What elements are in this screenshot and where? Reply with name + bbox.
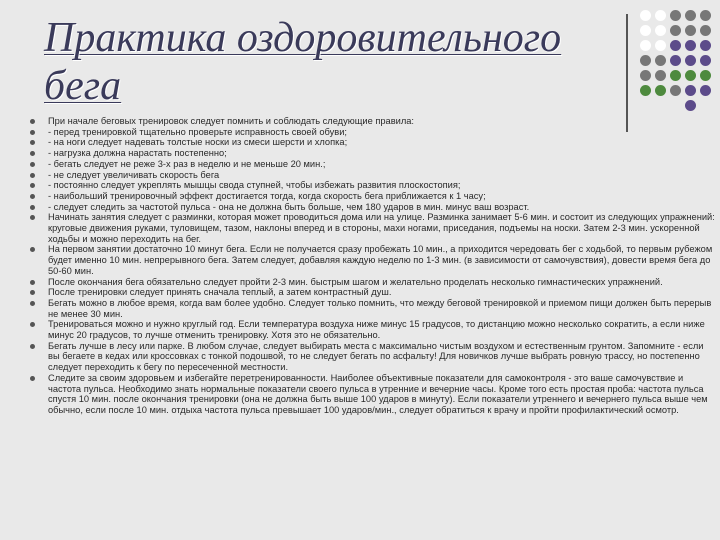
decor-dot — [670, 25, 681, 36]
list-item — [30, 341, 716, 373]
list-item — [30, 127, 716, 138]
decor-dot — [655, 85, 666, 96]
bullet-icon — [30, 183, 35, 188]
decor-dot — [670, 85, 681, 96]
list-item-text: Тренироваться можно и нужно круглый год. Если температура воздуха ниже минус 15 градусов, то дистанцию можно несколько сократить, а если ниже минус 20 градусов, то лучше отменить тренировку. Хотя это не обязательно. — [48, 319, 705, 341]
decor-dot — [685, 85, 696, 96]
list-item — [30, 180, 716, 191]
bullet-icon — [30, 247, 35, 252]
list-item — [30, 244, 716, 276]
list-item-text: Следите за своим здоровьем и избегайте перетренированности. Наиболее объективные показатели для самоконтроля - это ваше самочувствие и частота пульса. Необходимо знать нормальные показатели своего пульса в утренние и вечерние часы. Кроме того есть простая проба: частота пульса спустя 10 мин. после окончания тренировки (она не должна быть выше 100 ударов в минуту). Если показатели утреннего и вечернего пульса выше чем обычно, если после 10 мин. отдыха частота пульса превышает 100 ударов/мин., следует обратиться к врачу и пройти профилактический осмотр. — [48, 372, 708, 415]
bullet-icon — [30, 376, 35, 381]
rules-content — [30, 116, 716, 416]
list-item — [30, 298, 716, 319]
slide-title-line1: Практика оздоровительного — [44, 15, 562, 61]
decor-dot — [640, 85, 651, 96]
list-item — [30, 277, 716, 288]
bullet-icon — [30, 140, 35, 145]
bullet-icon — [30, 194, 35, 199]
slide-title-line2: бега — [44, 63, 122, 109]
decor-dot — [670, 40, 681, 51]
bullet-icon — [30, 301, 35, 306]
bullet-icon — [30, 151, 35, 156]
list-item-text: - следует следить за частотой пульса - она не должна быть больше, чем 180 ударов в мин. минус ваш возраст. — [48, 201, 530, 212]
decor-dot — [700, 40, 711, 51]
list-item — [30, 191, 716, 202]
decor-dot — [670, 70, 681, 81]
list-item — [30, 287, 716, 298]
list-item — [30, 319, 716, 340]
bullet-icon — [30, 173, 35, 178]
bullet-icon — [30, 162, 35, 167]
bullet-icon — [30, 130, 35, 135]
decor-dot — [685, 10, 696, 21]
decor-dot — [700, 25, 711, 36]
list-item-text: - на ноги следует надевать толстые носки из смеси шерсти и хлопка; — [48, 137, 348, 148]
decor-dot — [670, 55, 681, 66]
list-item-text: При начале беговых тренировок следует помнить и соблюдать следующие правила: — [48, 116, 415, 126]
rules-list — [30, 116, 716, 416]
list-item — [30, 202, 716, 213]
decor-dot — [700, 55, 711, 66]
list-item-text: Бегать можно в любое время, когда вам более удобно. Следует только помнить, что между беговой тренировкой и приемом пищи должен быть перерыв не менее 30 мин. — [48, 297, 712, 319]
decor-dot — [685, 40, 696, 51]
bullet-icon — [30, 215, 35, 220]
decor-dot — [685, 55, 696, 66]
decor-dot — [655, 25, 666, 36]
bullet-icon — [30, 205, 35, 210]
decor-dot — [685, 70, 696, 81]
list-item-text: - наибольший тренировочный эффект достигается тогда, когда скорость бега приближается к 1 часу; — [48, 190, 486, 201]
bullet-icon — [30, 322, 35, 327]
list-item-text: - не следует увеличивать скорость бега — [48, 169, 220, 180]
list-item-text: На первом занятии достаточно 10 минут бега. Если не получается сразу пробежать 10 мин., а приходится чередовать бег с ходьбой, то первым рубежом будет именно 10 мин. непрерывного бега. Затем следует, добавляя каждую неделю по 1-3 мин. (в зависимости от самочувствия), довести время бега до 50-60 мин. — [48, 244, 713, 276]
decor-dot — [670, 10, 681, 21]
list-item — [30, 137, 716, 148]
list-item — [30, 212, 716, 244]
decor-dot — [640, 55, 651, 66]
list-item-text: - перед тренировкой тщательно проверьте исправность своей обуви; — [48, 126, 348, 137]
decor-dot — [640, 10, 651, 21]
list-item — [30, 116, 716, 127]
list-item — [30, 159, 716, 170]
decor-dot — [700, 10, 711, 21]
list-item-text: Начинать занятия следует с разминки, которая может проводиться дома или на улице. Разминка занимает 5-6 мин. и состоит из следующих упражнений: круговые движения руками, туловищем, тазом, наклоны вперед и в стороны, махи ногами, приседания, подъемы на носки. Затем 2-3 мин. ускоренной ходьбы и можно переходить на бег. — [48, 212, 715, 244]
decorative-dot-grid — [640, 10, 720, 120]
decor-dot — [640, 70, 651, 81]
list-item-text: - постоянно следует укреплять мышцы свода ступней, чтобы избежать развития плоскостопия; — [48, 180, 461, 191]
decor-dot — [655, 10, 666, 21]
list-item-text: Бегать лучше в лесу или парке. В любом случае, следует выбирать места с максимально чистым воздухом и естественным грунтом. Запомните - если вы бегаете в кедах или кроссовках с тонкой подошвой, то не следует бегать по асфальту! Для новичков лучше выбрать ровную трассу, но постепенно следует переходить к бегу по пересеченной местности. — [48, 340, 704, 373]
decor-dot — [655, 55, 666, 66]
list-item-text: - бегать следует не реже 3-х раз в неделю и не меньше 20 мин.; — [48, 158, 326, 169]
bullet-icon — [30, 280, 35, 285]
decor-dot — [700, 70, 711, 81]
decor-dot — [655, 70, 666, 81]
decor-dot — [640, 40, 651, 51]
decor-dot — [655, 40, 666, 51]
list-item-text: - нагрузка должна нарастать постепенно; — [48, 148, 227, 159]
list-item — [30, 373, 716, 416]
list-item-text: После окончания бега обязательно следует пройти 2-3 мин. быстрым шагом и желательно проделать несколько гимнастических упражнений. — [48, 276, 663, 287]
bullet-icon — [30, 344, 35, 349]
slide-title — [44, 14, 604, 110]
list-item — [30, 170, 716, 181]
decor-dot — [700, 85, 711, 96]
decor-dot — [685, 100, 696, 111]
decorative-divider — [626, 14, 628, 132]
decor-dot — [640, 25, 651, 36]
decor-dot — [685, 25, 696, 36]
bullet-icon — [30, 119, 35, 124]
list-item-text: После тренировки следует принять сначала теплый, а затем контрастный душ. — [48, 287, 392, 298]
bullet-icon — [30, 290, 35, 295]
list-item — [30, 148, 716, 159]
